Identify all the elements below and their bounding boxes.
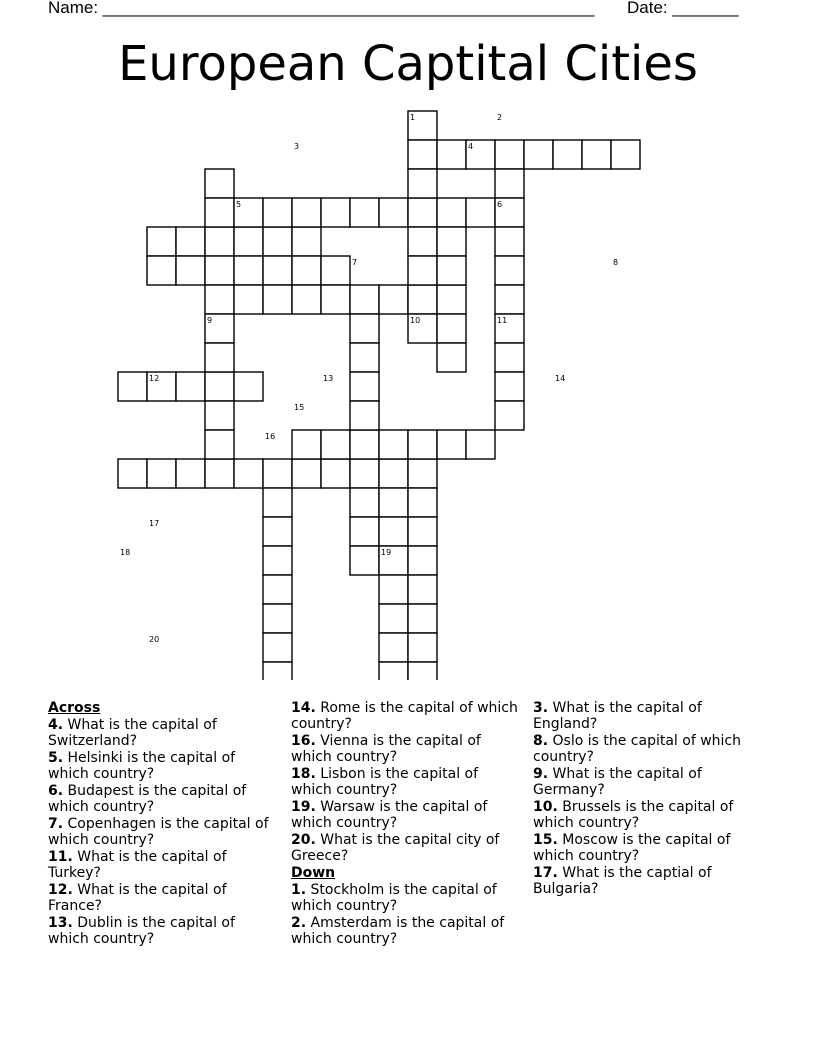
clue-across-13: 13. Dublin is the capital of which country? — [48, 915, 235, 947]
clue-number: 18 — [120, 548, 131, 557]
clue-down-1: 1. Stockholm is the capital of which country? — [291, 882, 497, 914]
grid-cell[interactable] — [321, 430, 350, 459]
grid-cell[interactable] — [234, 256, 263, 285]
grid-cell[interactable] — [495, 169, 524, 198]
clue-across-5: 5. Helsinki is the capital of which country? — [48, 750, 236, 782]
grid-cell[interactable] — [147, 256, 176, 285]
grid-cell[interactable] — [408, 140, 437, 169]
grid-cell[interactable] — [263, 517, 292, 546]
grid-cell[interactable] — [263, 198, 292, 227]
grid-cell[interactable] — [321, 459, 350, 488]
clue-number: 10 — [410, 316, 421, 325]
grid-cell[interactable] — [379, 430, 408, 459]
clues-column-2 — [291, 700, 521, 948]
grid-cell[interactable] — [379, 662, 408, 680]
grid-cell[interactable] — [408, 430, 437, 459]
grid-cell[interactable] — [263, 488, 292, 517]
grid-cell[interactable] — [350, 285, 379, 314]
across-heading: Across — [48, 700, 101, 716]
clue-number: 17 — [149, 519, 160, 528]
grid-cell[interactable] — [408, 227, 437, 256]
grid-cell[interactable] — [408, 546, 437, 575]
grid-cell[interactable] — [408, 633, 437, 662]
clue-across-12: 12. What is the capital of France? — [48, 882, 227, 914]
grid-cell[interactable] — [495, 227, 524, 256]
grid-cell[interactable] — [379, 575, 408, 604]
grid-cell[interactable] — [205, 430, 234, 459]
grid-cell[interactable] — [350, 372, 379, 401]
clue-across-16: 16. Vienna is the capital of which country? — [291, 733, 481, 765]
grid-cell[interactable] — [147, 227, 176, 256]
grid-cell[interactable] — [495, 372, 524, 401]
grid-cell[interactable] — [176, 459, 205, 488]
grid-cell[interactable] — [495, 285, 524, 314]
clue-down-17: 17. What is the captial of Bulgaria? — [533, 865, 712, 897]
grid-cell[interactable] — [379, 517, 408, 546]
grid-cell[interactable] — [176, 372, 205, 401]
grid-cell[interactable] — [321, 285, 350, 314]
grid-cell[interactable] — [350, 430, 379, 459]
grid-cell[interactable] — [350, 546, 379, 575]
grid-cell[interactable] — [205, 343, 234, 372]
grid-cell[interactable] — [350, 401, 379, 430]
grid-cell[interactable] — [437, 285, 466, 314]
clue-number: 2 — [497, 113, 503, 122]
clue-across-11: 11. What is the capital of Turkey? — [48, 849, 227, 881]
grid-cell[interactable] — [176, 227, 205, 256]
grid-cell[interactable] — [553, 140, 582, 169]
grid-cell[interactable] — [205, 169, 234, 198]
grid-cell[interactable] — [408, 256, 437, 285]
clue-number: 15 — [294, 403, 305, 412]
grid-cell[interactable] — [292, 256, 321, 285]
grid-cell[interactable] — [495, 401, 524, 430]
grid-cell[interactable] — [234, 227, 263, 256]
grid-cell[interactable] — [524, 140, 553, 169]
grid-cell[interactable] — [147, 459, 176, 488]
grid-cell[interactable] — [263, 546, 292, 575]
clue-down-9: 9. What is the capital of Germany? — [533, 766, 702, 798]
name-field-label: Name: ____________________________________________________ — [48, 0, 595, 17]
grid-cell[interactable] — [379, 285, 408, 314]
grid-cell[interactable] — [118, 372, 147, 401]
clues-column-1 — [48, 700, 278, 948]
grid-cell[interactable] — [205, 198, 234, 227]
clue-down-15: 15. Moscow is the capital of which country? — [533, 832, 731, 864]
grid-cell[interactable] — [205, 285, 234, 314]
grid-cell[interactable] — [379, 604, 408, 633]
grid-cell[interactable] — [263, 662, 292, 680]
clue-number: 5 — [236, 200, 242, 209]
grid-cell[interactable] — [408, 662, 437, 680]
grid-cell[interactable] — [408, 517, 437, 546]
grid-cell[interactable] — [408, 459, 437, 488]
grid-cell[interactable] — [611, 140, 640, 169]
grid-cell[interactable] — [437, 256, 466, 285]
grid-cell[interactable] — [408, 169, 437, 198]
grid-cell[interactable] — [234, 285, 263, 314]
clue-number: 3 — [294, 142, 300, 151]
grid-cell[interactable] — [321, 198, 350, 227]
clue-number: 8 — [613, 258, 619, 267]
clue-number: 14 — [555, 374, 566, 383]
grid-cell[interactable] — [437, 314, 466, 343]
clue-across-14: 14. Rome is the capital of which country? — [291, 700, 518, 732]
clue-across-19: 19. Warsaw is the capital of which country? — [291, 799, 488, 831]
clue-number: 19 — [381, 548, 392, 557]
clue-number: 9 — [207, 316, 213, 325]
grid-cell[interactable] — [205, 372, 234, 401]
grid-cell[interactable] — [379, 488, 408, 517]
grid-cell[interactable] — [234, 459, 263, 488]
grid-cell[interactable] — [350, 343, 379, 372]
grid-cell[interactable] — [350, 459, 379, 488]
clue-across-18: 18. Lisbon is the capital of which country? — [291, 766, 479, 798]
grid-cell[interactable] — [582, 140, 611, 169]
grid-cell[interactable] — [205, 256, 234, 285]
grid-cell[interactable] — [408, 604, 437, 633]
clue-down-8: 8. Oslo is the capital of which country? — [533, 733, 741, 765]
grid-cell[interactable] — [292, 227, 321, 256]
grid-cell[interactable] — [408, 285, 437, 314]
grid-cell[interactable] — [495, 256, 524, 285]
grid-cell[interactable] — [292, 430, 321, 459]
clue-down-3: 3. What is the capital of England? — [533, 700, 702, 732]
clue-across-7: 7. Copenhagen is the capital of which country? — [48, 816, 269, 848]
grid-cell[interactable] — [350, 517, 379, 546]
page-title: European Captital Cities — [118, 36, 698, 92]
grid-cell[interactable] — [292, 198, 321, 227]
grid-cell[interactable] — [437, 198, 466, 227]
grid-cell[interactable] — [350, 488, 379, 517]
clue-number: 7 — [352, 258, 358, 267]
grid-cell[interactable] — [408, 198, 437, 227]
grid-cell[interactable] — [205, 401, 234, 430]
grid-cell[interactable] — [437, 430, 466, 459]
clue-number: 11 — [497, 316, 508, 325]
grid-cell[interactable] — [495, 343, 524, 372]
clue-across-4: 4. What is the capital of Switzerland? — [48, 717, 217, 749]
date-field-label: Date: _______ — [627, 0, 739, 17]
grid-cell[interactable] — [379, 633, 408, 662]
clue-down-10: 10. Brussels is the capital of which country? — [533, 799, 734, 831]
clue-number: 13 — [323, 374, 334, 383]
grid-cell[interactable] — [263, 285, 292, 314]
clue-number: 6 — [497, 200, 503, 209]
grid-cell[interactable] — [176, 256, 205, 285]
grid-cell[interactable] — [350, 198, 379, 227]
clue-number: 1 — [410, 113, 416, 122]
clue-down-2: 2. Amsterdam is the capital of which country? — [291, 915, 505, 947]
grid-cell[interactable] — [495, 140, 524, 169]
clue-number: 20 — [149, 635, 160, 644]
grid-cell[interactable] — [437, 227, 466, 256]
grid-cell[interactable] — [437, 140, 466, 169]
grid-cell[interactable] — [205, 227, 234, 256]
clues-column-3 — [533, 700, 763, 898]
grid-cell[interactable] — [263, 633, 292, 662]
clue-across-6: 6. Budapest is the capital of which country? — [48, 783, 247, 815]
grid-cell[interactable] — [466, 430, 495, 459]
clue-number: 16 — [265, 432, 276, 441]
grid-cell[interactable] — [379, 198, 408, 227]
grid-cell[interactable] — [466, 198, 495, 227]
grid-cell[interactable] — [321, 256, 350, 285]
grid-cell[interactable] — [205, 459, 234, 488]
grid-cell[interactable] — [263, 459, 292, 488]
grid-cell[interactable] — [292, 459, 321, 488]
grid-cell[interactable] — [263, 575, 292, 604]
grid-cell[interactable] — [437, 343, 466, 372]
grid-cell[interactable] — [263, 227, 292, 256]
grid-cell[interactable] — [408, 575, 437, 604]
clue-across-20: 20. What is the capital city of Greece? — [291, 832, 500, 864]
grid-cell[interactable] — [408, 488, 437, 517]
grid-cell[interactable] — [379, 459, 408, 488]
grid-cell[interactable] — [263, 604, 292, 633]
grid-cell[interactable] — [234, 372, 263, 401]
clue-number: 12 — [149, 374, 160, 383]
grid-cell[interactable] — [350, 314, 379, 343]
grid-cell[interactable] — [263, 256, 292, 285]
clue-number: 4 — [468, 142, 474, 151]
grid-cell[interactable] — [292, 285, 321, 314]
down-heading: Down — [291, 865, 336, 881]
grid-cell[interactable] — [118, 459, 147, 488]
